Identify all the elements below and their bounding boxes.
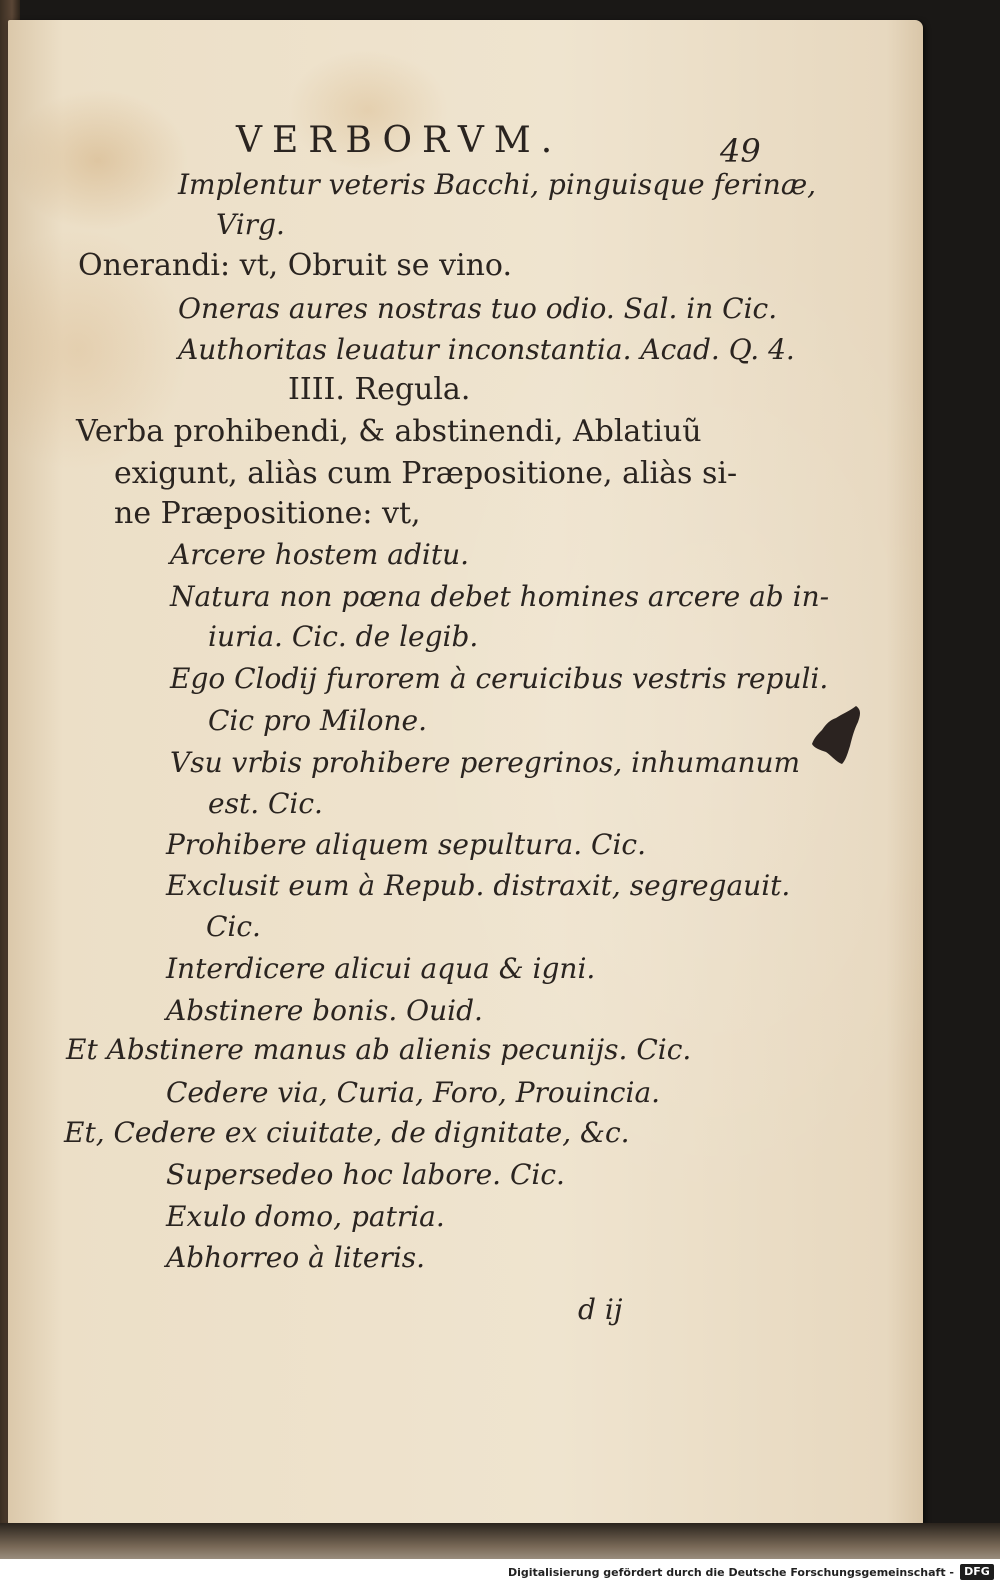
- text-line: Vsu vrbis prohibere peregrinos, inhumanum: [170, 746, 801, 779]
- text-line: Exclusit eum à Repub. distraxit, segregauit.: [166, 869, 791, 902]
- text-line: Et, Cedere ex ciuitate, de dignitate, &c.: [64, 1116, 630, 1149]
- text-line: Verba prohibendi, & abstinendi, Ablatiuũ: [76, 414, 702, 449]
- signature-mark: d ij: [578, 1293, 623, 1326]
- text-line: Ego Clodij furorem à ceruicibus vestris repuli.: [170, 662, 829, 695]
- digitization-footer: [0, 1559, 1000, 1583]
- book-page: [8, 20, 923, 1530]
- text-line: Authoritas leuatur inconstantia. Acad. Q. 4.: [178, 333, 795, 366]
- text-line: Onerandi: vt, Obruit se vino.: [78, 248, 513, 283]
- funding-credit: Digitalisierung gefördert durch die Deutsche Forschungsgemeinschaft -: [507, 1566, 954, 1579]
- text-line: Supersedeo hoc labore. Cic.: [166, 1158, 565, 1191]
- ink-blot: [808, 704, 870, 770]
- text-line: est. Cic.: [208, 787, 323, 820]
- dfg-logo: DFG: [960, 1564, 994, 1580]
- text-line: Natura non pœna debet homines arcere ab in-: [170, 580, 830, 613]
- text-line: Prohibere aliquem sepultura. Cic.: [166, 828, 646, 861]
- text-line: Oneras aures nostras tuo odio. Sal. in Cic.: [178, 292, 778, 325]
- text-line: ne Præpositione: vt,: [114, 496, 421, 531]
- text-line: Cedere via, Curia, Foro, Prouincia.: [166, 1076, 661, 1109]
- text-line: Et Abstinere manus ab alienis pecunijs. Cic.: [66, 1033, 692, 1066]
- text-line: Implentur veteris Bacchi, pinguisque ferinæ,: [178, 168, 817, 201]
- page-number: 49: [720, 132, 761, 170]
- section-heading: IIII. Regula.: [288, 372, 471, 407]
- text-line: Arcere hostem aditu.: [170, 538, 470, 571]
- text-line: Interdicere alicui aqua & igni.: [166, 952, 596, 985]
- text-line: Abstinere bonis. Ouid.: [166, 994, 483, 1027]
- text-line: exigunt, aliàs cum Præpositione, aliàs si-: [114, 456, 738, 491]
- text-line: iuria. Cic. de legib.: [208, 620, 479, 653]
- running-head: VERBORVM.: [236, 120, 563, 161]
- text-line: Abhorreo à literis.: [166, 1241, 426, 1274]
- text-line: Exulo domo, patria.: [166, 1200, 445, 1233]
- text-line: Virg.: [216, 208, 285, 241]
- text-line: Cic pro Milone.: [208, 704, 427, 737]
- text-line: Cic.: [206, 910, 261, 943]
